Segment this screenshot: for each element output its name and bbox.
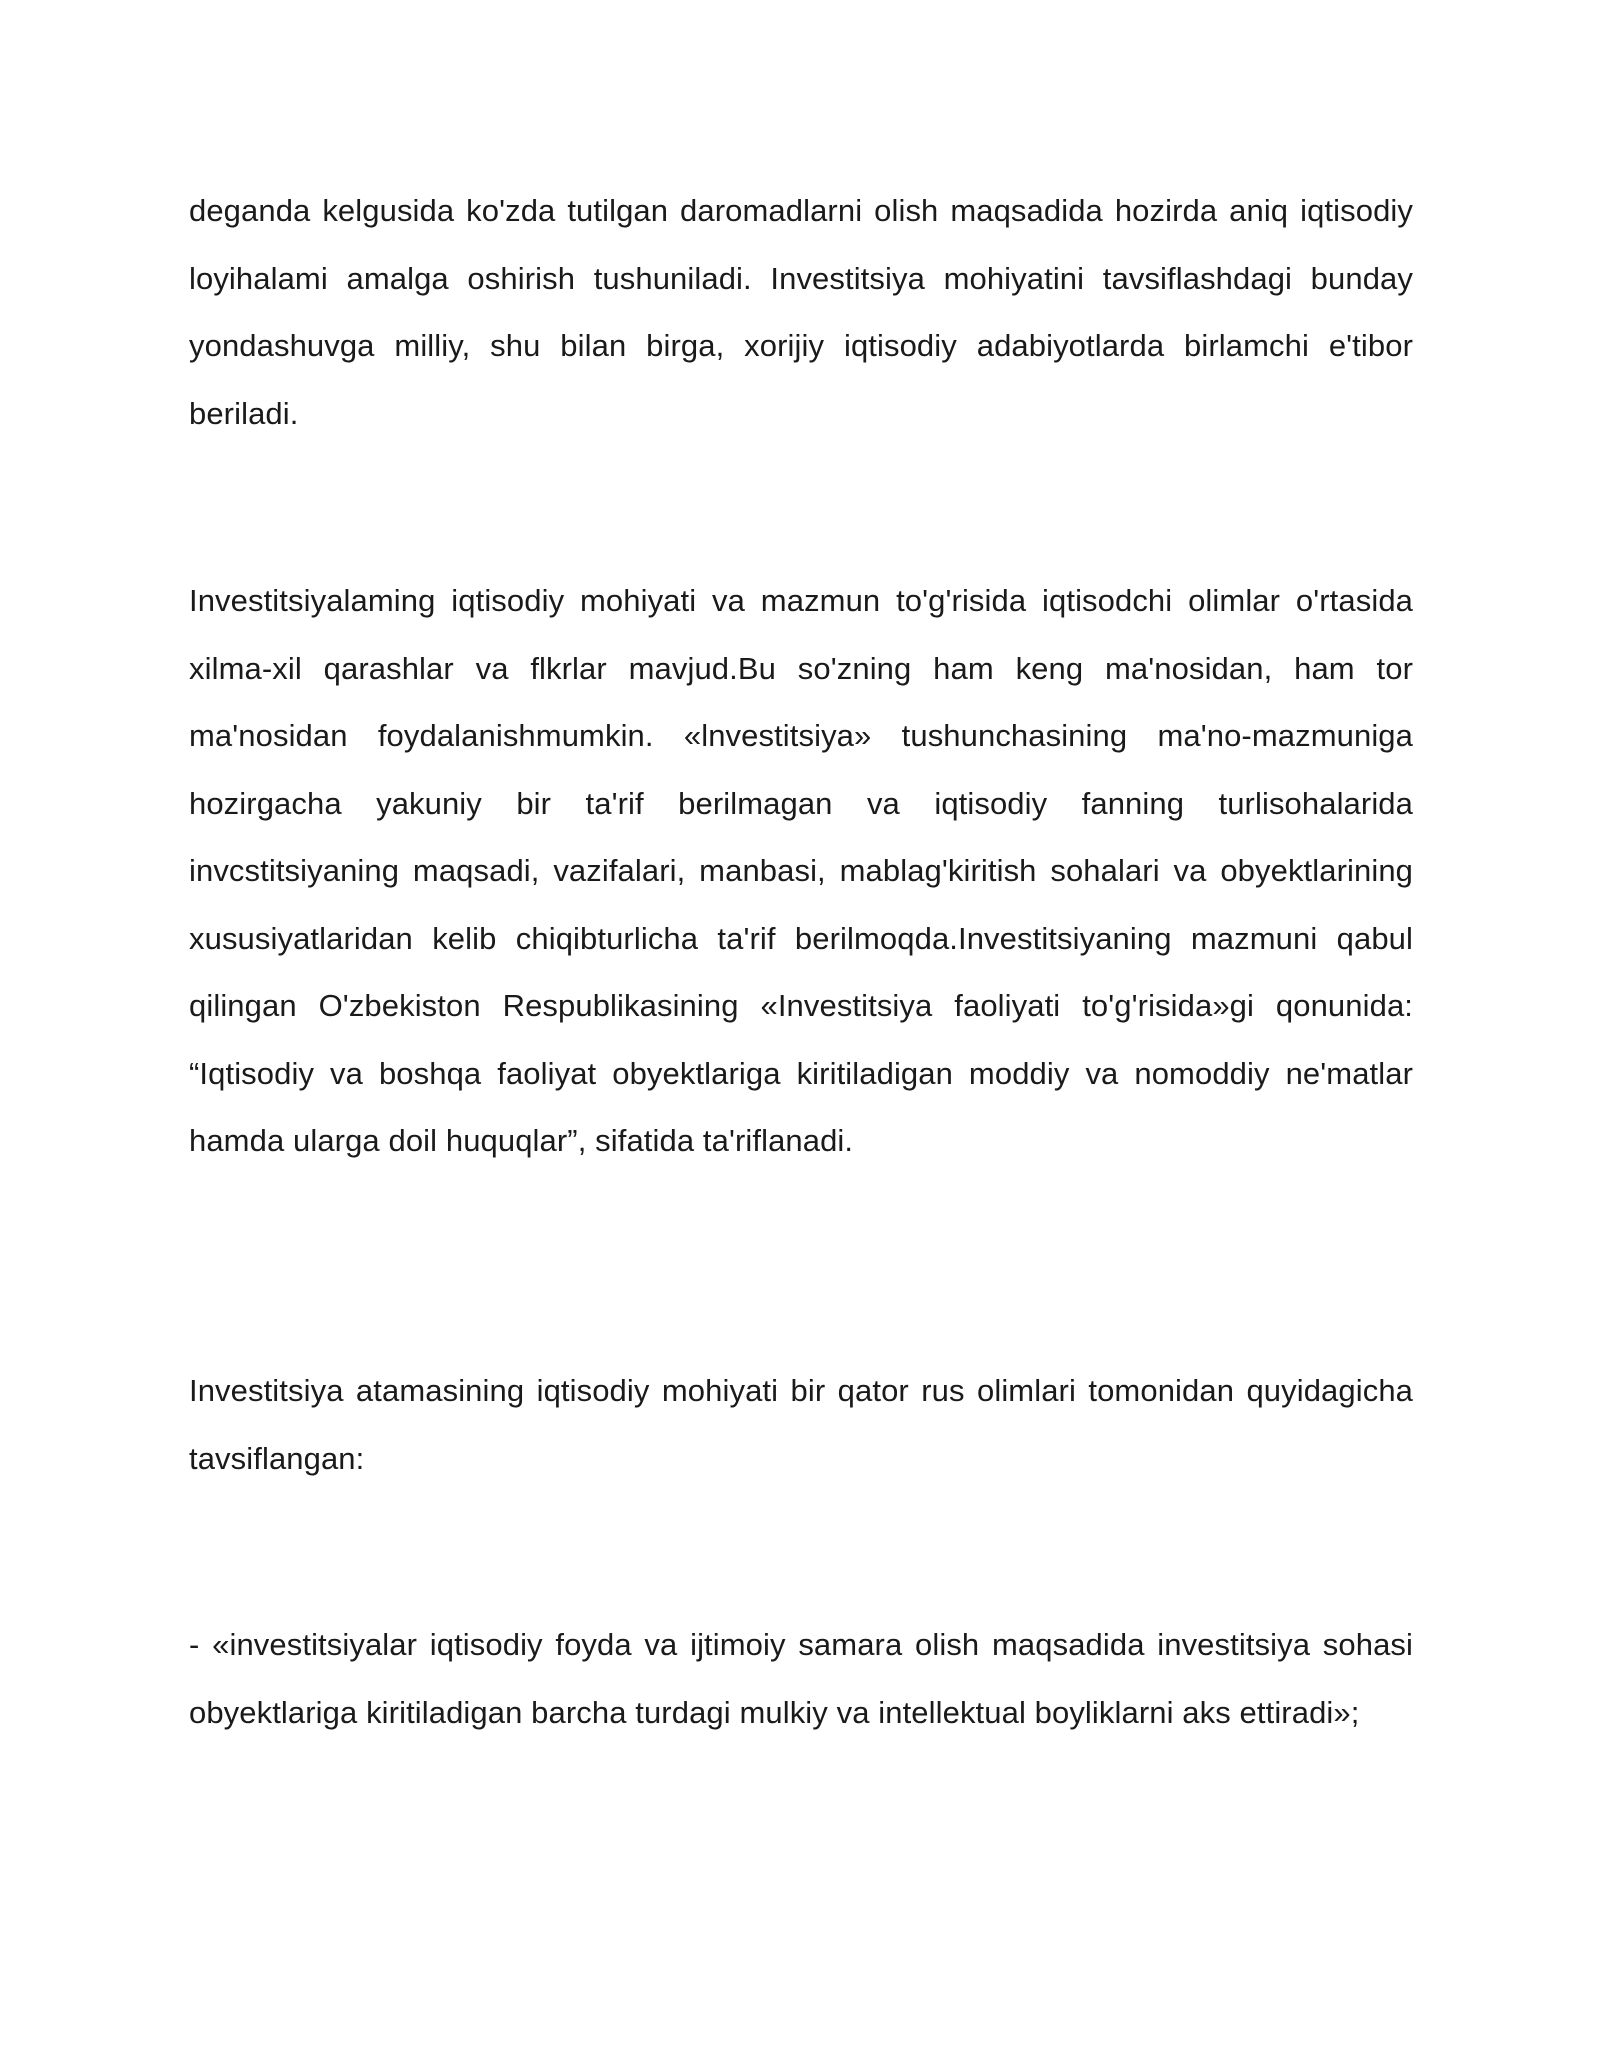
paragraph-1: deganda kelgusida ko'zda tutilgan daromadlarni olish maqsadida hozirda aniq iqtisodiy loyihalami amalga oshirish tushuniladi. Investitsiya mohiyatini tavsiflashdagi bunday yondashuvga milliy, shu bilan birga, xorijiy iqtisodiy adabiyotlarda birlamchi e'tibor beriladi. xyxy=(189,193,1413,431)
paragraph-2: Investitsiyalaming iqtisodiy mohiyati va mazmun to'g'risida iqtisodchi olimlar o'rtasida xilma-xil qarashlar va flkrlar mavjud.Bu so'zning ham keng ma'nosidan, ham tor ma'nosidan foydalanishmumkin. «lnvestitsiya» tushunchasining ma'no-mazmuniga hozirgacha yakuniy bir ta'rif berilmagan va iqtisodiy fanning turlisohalarida invcstitsiyaning maqsadi, vazifalari, manbasi, mablag'kiritish sohalari va obyektlarining xususiyatlaridan kelib chiqibturlicha ta'rif berilmoqda.Investitsiyaning mazmuni qabul qilingan O'zbekiston Respublikasining «Investitsiya faoliyati to'g'risida»gi qonunida: “Iqtisodiy va boshqa faoliyat obyektlariga kiritiladigan moddiy va nomoddiy ne'matlar hamda ularga doil huquqlar”, sifatida ta'riflanadi. xyxy=(189,583,1413,1158)
paragraph-3: Investitsiya atamasining iqtisodiy mohiyati bir qator rus olimlari tomonidan quyidagicha tavsiflangan: xyxy=(189,1373,1413,1476)
paragraph-4: - «investitsiyalar iqtisodiy foyda va ijtimoiy samara olish maqsadida investitsiya sohasi obyektlariga kiritiladigan barcha turdagi mulkiy va intellektual boyliklarni aks ettiradi»; xyxy=(189,1627,1413,1730)
